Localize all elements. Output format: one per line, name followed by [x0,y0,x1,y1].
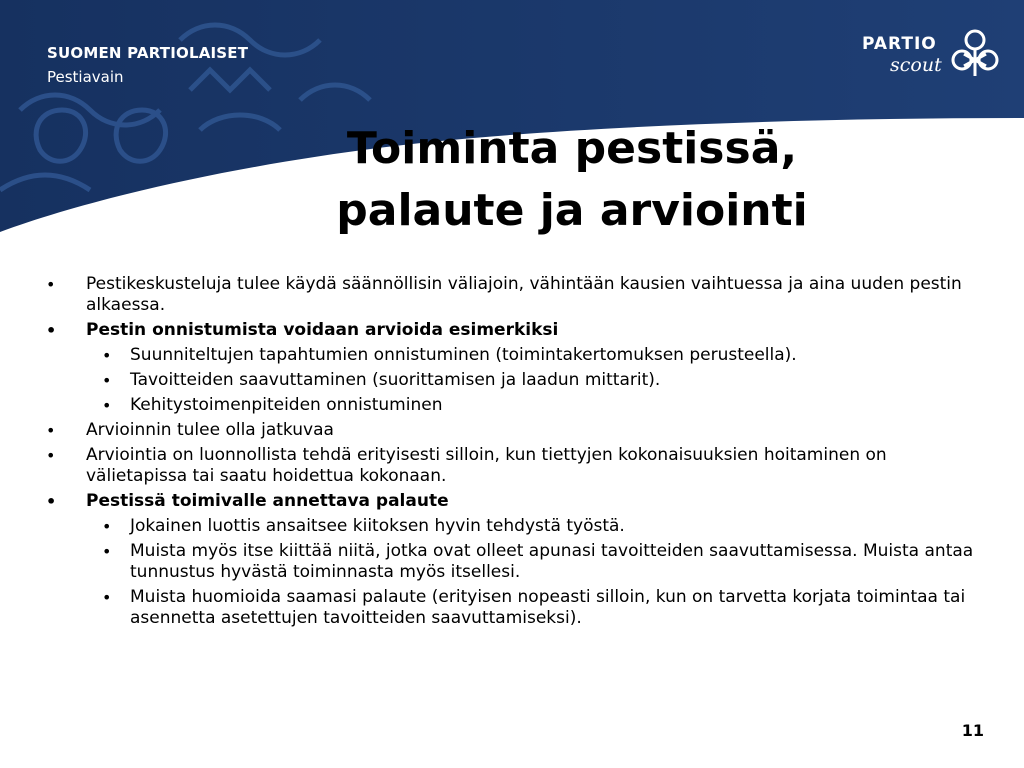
list-item-text: Muista huomioida saamasi palaute (erityisen nopeasti silloin, kun on tarvetta korjata toimintaa tai asennetta asetettujen tavoitteiden saavuttamiseksi). [130,587,966,628]
list-subitem [42,516,982,537]
bullet-icon: • [102,588,112,607]
list-subitem [42,587,982,629]
bullet-list [42,274,982,633]
bullet-icon: • [102,517,112,536]
list-item-text: Arviointia on luonnollista tehdä erityisesti silloin, kun tiettyjen kokonaisuuksien hoitaminen on välietapissa tai saatu hoidettua kokonaan. [86,445,887,486]
bullet-icon: • [102,396,112,415]
list-item-text: Suunniteltujen tapahtumien onnistuminen (toimintakertomuksen perusteella). [130,345,797,365]
bullet-icon: • [102,542,112,561]
bullet-icon: • [102,346,112,365]
page-number: 11 [961,721,984,740]
logo-word-partio: PARTIO [862,34,937,54]
org-name: SUOMEN PARTIOLAISET [47,44,249,62]
bullet-icon: • [102,371,112,390]
bullet-icon: • [46,446,56,465]
list-item-text: Pestikeskusteluja tulee käydä säännöllisin väliajoin, vähintään kausien vaihtuessa ja aina uuden pestin alkaessa. [86,274,962,315]
list-item [42,274,982,316]
list-item-text: Arvioinnin tulee olla jatkuvaa [86,420,334,440]
list-item-text: Pestissä toimivalle annettava palaute [86,491,449,511]
trefoil-emblem-icon [950,28,1000,80]
list-item-text: Jokainen luottis ansaitsee kiitoksen hyvin tehdystä työstä. [130,516,625,536]
bullet-icon: • [46,321,57,340]
list-item [42,491,982,512]
list-item [42,445,982,487]
list-item-text: Muista myös itse kiittää niitä, jotka ovat olleet apunasi tavoitteiden saavuttamisessa. Muista antaa tunnustus hyvästä toiminnasta myös itsellesi. [130,541,974,582]
logo-word-scout: scout [890,54,942,76]
list-subitem [42,345,982,366]
list-item-text: Pestin onnistumista voidaan arvioida esimerkiksi [86,320,559,340]
slide-title-line-2: palaute ja arviointi [336,185,808,236]
list-item [42,320,982,341]
bullet-icon: • [46,275,56,294]
bullet-icon: • [46,421,56,440]
bullet-icon: • [46,492,57,511]
list-subitem [42,395,982,416]
list-item [42,420,982,441]
list-subitem [42,370,982,391]
list-item-text: Kehitystoimenpiteiden onnistuminen [130,395,443,415]
org-subtitle: Pestiavain [47,68,124,86]
slide-title-line-1: Toiminta pestissä, [346,123,798,174]
slide-title [292,118,852,242]
partio-scout-logo [858,26,1004,82]
list-subitem [42,541,982,583]
list-item-text: Tavoitteiden saavuttaminen (suorittamisen ja laadun mittarit). [130,370,661,390]
